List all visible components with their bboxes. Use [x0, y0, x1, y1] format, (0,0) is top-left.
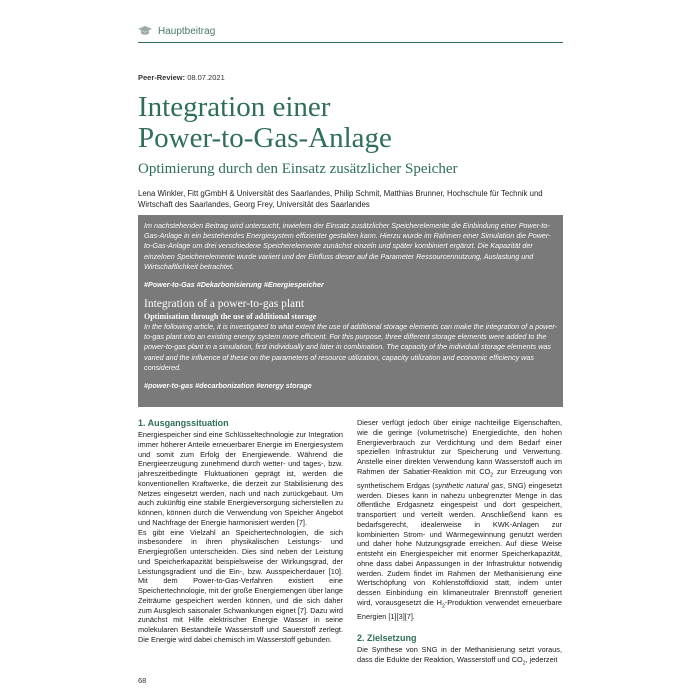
paragraph: Energiespeicher sind eine Schlüsseltechnologie zur Integration immer höherer Anteile erneuerbarer Energie im Energiesystem und somit zum Erfolg der Energiewende. Während die Energieerzeugung zunehmend durch wetter- und tages-, bzw. jahreszeitbedingte Fluktuationen geprägt ist, werden die konventionellen Kraftwerke, die derzeit zur Stabilisierung des Netzes eingesetzt werden, nach und nach zurückgebaut. Um auch zukünftig eine stabile Energieversorgung sicherstellen zu können, können durch die Verwendung von Speicher Angebot und Nachfrage der Energie harmonisiert werden [7]. — [138, 430, 343, 527]
page-number: 68 — [138, 676, 147, 685]
section-header — [138, 20, 215, 42]
abstract-box — [138, 215, 563, 407]
section-label: Hauptbeitrag — [158, 25, 216, 37]
article-subtitle: Optimierung durch den Einsatz zusätzlicher Speicher — [138, 161, 458, 177]
peer-review-label: Peer-Review: — [138, 73, 186, 82]
english-title: Integration of a power-to-gas plant — [144, 298, 305, 311]
abstract-german: Im nachstehenden Beitrag wird untersucht, inwiefern der Einsatz zusätzlicher Speicherelemente die Einbindung einer Power-to-Gas-Anlage in ein bestehendes Energiesystem effizienter gestalten kann. Hierzu wurde im Rahmen einer Simulation die Power-to-Gas-Anlage um drei verschiedene Speicherelemente zunächst einzeln und später kombiniert ergänzt. Die Kapazität der einzelnen Speicherelemente wurde variiert und der Einfluss dieser auf die Parameter Ressourcennutzung, Auslastung und Wirtschaftlichkeit betrachtet. — [144, 221, 551, 271]
abstract-english: In the following article, it is investigated to what extent the use of additional storage elements can make the integration of a power-to-gas plant into an existing energy system more efficient. For this purpose, three different storage elements were added to the power-to-gas plant in a simulation, first individually and later in combination. The capacity of the individual storage elements was varied and the influence of these on the parameters of resource utilization, capacity utilization and economic efficiency was considered. — [144, 322, 557, 372]
title-line-2: Power-to-Gas-Anlage — [138, 122, 392, 154]
article-title — [138, 92, 563, 154]
peer-review-line — [138, 73, 225, 82]
english-subtitle: Optimisation through the use of additional storage — [144, 312, 317, 322]
keywords-english: #power-to-gas #decarbonization #energy storage — [144, 381, 312, 391]
keywords-german: #Power-to-Gas #Dekarbonisierung #Energiespeicher — [144, 280, 324, 290]
section-1-heading: 1. Ausgangssituation — [138, 418, 229, 428]
author-list: Lena Winkler, Fitt gGmbH & Universität des Saarlandes, Philip Schmit, Matthias Brunner, Hochschule für Technik und Wirtschaft des Saarlandes, Georg Frey, Universität des Saarlandes — [138, 189, 543, 209]
section-2-heading: 2. Zielsetzung — [357, 632, 417, 643]
body-column-right — [357, 418, 562, 669]
body-column-left — [138, 418, 343, 645]
paragraph: Die Synthese von SNG in der Methanisierung setzt voraus, dass die Edukte der Reaktion, Wasserstoff und $CO_2$, jederzeit — [357, 644, 562, 667]
title-line-1: Integration einer — [138, 91, 331, 123]
header-divider — [138, 42, 563, 43]
paragraph: Es gibt eine Vielzahl an Speichertechnologien, die sich insbesondere in ihren physikalischen Leistungs- und Energiegrößen unterscheiden. Dies sind neben der Leistung und Speicherkapazität beispielsweise der Wirkungsgrad, der Leistungsgradient und die Ein-, bzw. Ausspeicherdauer [10]. Mit dem Power-to-Gas-Verfahren existiert eine Speichertechnologie, mit der große Energiemengen über lange Zeiträume gespeichert werden können, und die sich daher zum Ausgleich saisonaler Schwankungen eignet [7]. Dazu wird zunächst mit Hilfe elektrischer Energie Wasser in seine molekularen Bestandteile Wasserstoff und Sauerstoff zerlegt. Die Energie wird dabei chemisch im Wasserstoff gebunden. — [138, 527, 343, 644]
peer-review-date: 08.07.2021 — [187, 73, 225, 82]
paragraph: Dieser verfügt jedoch über einige nachteilige Eigenschaften, wie die geringe (volumetrische) Energiedichte, den hohen Energieverbrauch zur Verdichtung und dem Bedarf einer speziellen Infrastruktur zur Speicherung und Verwertung. Anstelle einer direkten Verwendung kann Wasserstoff auch im Rahmen der Sabatier-Reaktion mit $CO_2$ zur Erzeugung von synthetischem Erdgas (synthetic natural gas, SNG) eingesetzt werden. Dieses kann in nahezu unbegrenzter Menge in das öffentliche Erdgasnetz eingespeist und dort gespeichert, transportiert und verteilt werden. Anschließend kann es bedarfsgerecht, idealerweise in KWK-Anlagen zur kombinierten Strom- und Wärmegewinnung genutzt werden und daher hohe Nutzungsgrade erreichen. Auf diese Weise entsteht ein Energiespeicher mit enormer Speicherkapazität, ohne dass dabei Anpassungen in der Infrastruktur notwendig werden. Zudem findet im Rahmen der Methanisierung eine Wertschöpfung von Kohlenstoffdioxid statt, indem unter dessen Einbindung ein klimaneutraler Brennstoff generiert wird, vorausgesetzt die $H_2$-Produktion verwendet erneuerbare Energien [1][3][7]. — [357, 418, 563, 622]
graduation-cap-icon — [138, 26, 152, 36]
